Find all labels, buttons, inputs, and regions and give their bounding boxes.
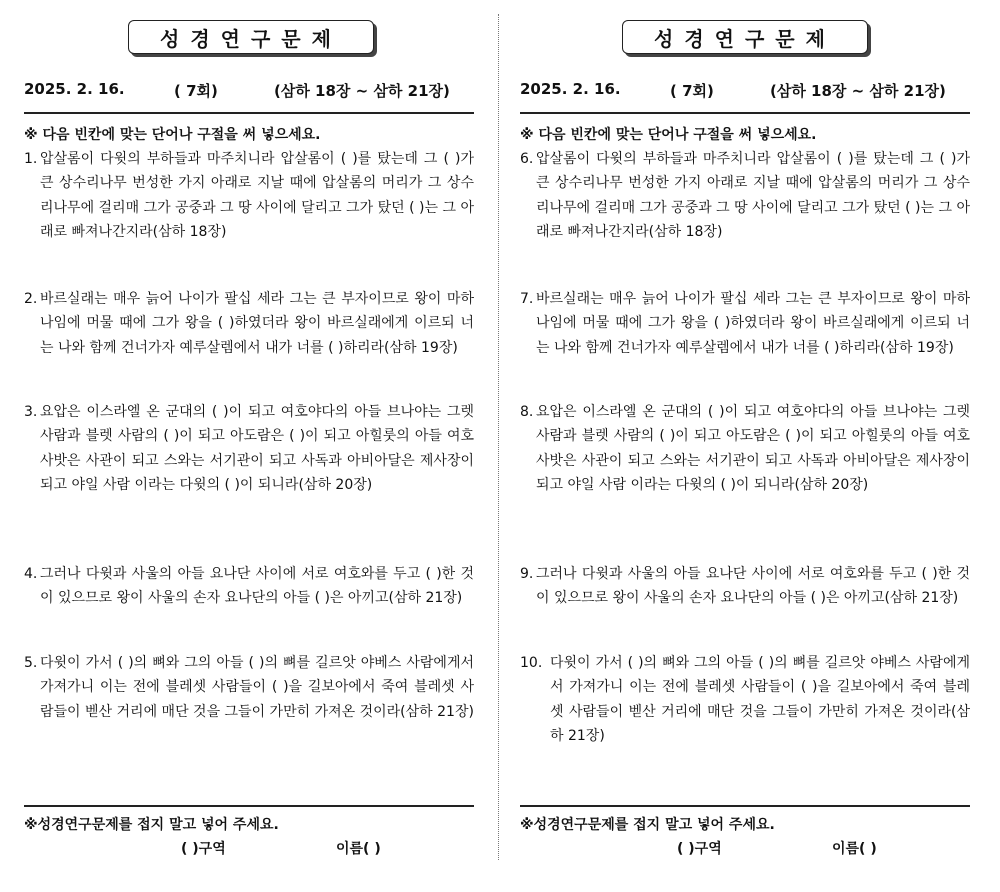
worksheet-title: 성경연구문제 [622, 20, 868, 54]
header-date: 2025. 2. 16. [520, 80, 621, 98]
district-field[interactable]: ( )구역 [677, 841, 722, 857]
header-range: (삼하 18장 ~ 삼하 21장) [770, 82, 946, 100]
question [24, 147, 474, 245]
question-text: 요압은 이스라엘 온 군대의 ( )이 되고 여호야다의 아들 브나야는 그렛 사람과 블렛 사람의 ( )이 되고 아도람은 ( )이 되고 아힐룻의 아들 여호사밧은 사관이 되고 스와는 서기관이 되고 사독과 아비아달은 제사장이 되고 야일 사람 이라는 다윗의 ( )이 되니라(삼하 20장) [40, 404, 474, 494]
question [24, 400, 474, 498]
question-number: 9. [520, 566, 534, 582]
question [520, 400, 970, 498]
worksheet-right [520, 0, 970, 892]
question-number: 7. [520, 291, 534, 307]
question [24, 287, 474, 360]
question-text: 압살롬이 다윗의 부하들과 마주치니라 압살롬이 ( )를 탔는데 그 ( )가 큰 상수리나무 번성한 가지 아래로 지날 때에 압살롬의 머리가 그 상수리나무에 걸리매 그가 공중과 그 땅 사이에 달리고 그가 탔던 ( )는 그 아래로 빠져나간지라(삼하 18장) [40, 151, 474, 241]
header-rule [520, 112, 970, 114]
header-round: ( 7회) [670, 82, 714, 100]
footer-rule [24, 805, 474, 807]
question [520, 651, 970, 749]
question-number: 8. [520, 404, 534, 420]
question-text: 다윗이 가서 ( )의 뼈와 그의 아들 ( )의 뼈를 길르앗 야베스 사람에게서 가져가니 이는 전에 블레셋 사람들이 ( )을 길보아에서 죽여 블레셋 사람들이 벧산 거리에 매단 것을 그들이 가만히 가져온 것이라(삼하 21장) [40, 655, 474, 720]
question-text: 압살롬이 다윗의 부하들과 마주치니라 압살롬이 ( )를 탔는데 그 ( )가 큰 상수리나무 번성한 가지 아래로 지날 때에 압살롬의 머리가 그 상수리나무에 걸리매 그가 공중과 그 땅 사이에 달리고 그가 탔던 ( )는 그 아래로 빠져나간지라(삼하 18장) [536, 151, 970, 241]
question-number: 10. [520, 655, 543, 671]
question-number: 2. [24, 291, 38, 307]
question [520, 147, 970, 245]
question [24, 562, 474, 611]
footer-note: ※성경연구문제를 접지 말고 넣어 주세요. [520, 817, 775, 833]
question-text: 다윗이 가서 ( )의 뼈와 그의 아들 ( )의 뼈를 길르앗 야베스 사람에게서 가져가니 이는 전에 블레셋 사람들이 ( )을 길보아에서 죽여 블레셋 사람들이 벧산 거리에 매단 것을 그들이 가만히 가져온 것이라(삼하 21장) [550, 655, 970, 745]
instruction: ※ 다음 빈칸에 맞는 단어나 구절을 써 넣으세요. [24, 127, 321, 143]
district-field[interactable]: ( )구역 [181, 841, 226, 857]
question-number: 1. [24, 151, 38, 167]
page-divider [498, 14, 499, 860]
header-rule [24, 112, 474, 114]
question-number: 3. [24, 404, 38, 420]
question [520, 562, 970, 611]
question-number: 5. [24, 655, 38, 671]
question-text: 그러나 다윗과 사울의 아들 요나단 사이에 서로 여호와를 두고 ( )한 것이 있으므로 왕이 사울의 손자 요나단의 아들 ( )은 아끼고(삼하 21장) [40, 566, 474, 607]
worksheet-title: 성경연구문제 [128, 20, 374, 54]
name-field[interactable]: 이름( ) [832, 841, 877, 857]
header-round: ( 7회) [174, 82, 218, 100]
question-text: 요압은 이스라엘 온 군대의 ( )이 되고 여호야다의 아들 브나야는 그렛 사람과 블렛 사람의 ( )이 되고 아도람은 ( )이 되고 아힐룻의 아들 여호사밧은 사관이 되고 스와는 서기관이 되고 사독과 아비아달은 제사장이 되고 야일 사람 이라는 다윗의 ( )이 되니라(삼하 20장) [536, 404, 970, 494]
question [24, 651, 474, 724]
instruction: ※ 다음 빈칸에 맞는 단어나 구절을 써 넣으세요. [520, 127, 817, 143]
footer-rule [520, 805, 970, 807]
header-date: 2025. 2. 16. [24, 80, 125, 98]
question-text: 바르실래는 매우 늙어 나이가 팔십 세라 그는 큰 부자이므로 왕이 마하나임에 머물 때에 그가 왕을 ( )하였더라 왕이 바르실래에게 이르되 너는 나와 함께 건너가자 예루살렘에서 내가 너를 ( )하리라(삼하 19장) [40, 291, 474, 356]
question-text: 그러나 다윗과 사울의 아들 요나단 사이에 서로 여호와를 두고 ( )한 것이 있으므로 왕이 사울의 손자 요나단의 아들 ( )은 아끼고(삼하 21장) [536, 566, 970, 607]
worksheet-left [24, 0, 474, 892]
worksheet-header [24, 80, 474, 100]
question [520, 287, 970, 360]
name-field[interactable]: 이름( ) [336, 841, 381, 857]
worksheet-header [520, 80, 970, 100]
header-range: (삼하 18장 ~ 삼하 21장) [274, 82, 450, 100]
question-number: 6. [520, 151, 534, 167]
footer-note: ※성경연구문제를 접지 말고 넣어 주세요. [24, 817, 279, 833]
question-text: 바르실래는 매우 늙어 나이가 팔십 세라 그는 큰 부자이므로 왕이 마하나임에 머물 때에 그가 왕을 ( )하였더라 왕이 바르실래에게 이르되 너는 나와 함께 건너가자 예루살렘에서 내가 너를 ( )하리라(삼하 19장) [536, 291, 970, 356]
footer-fields [520, 838, 970, 860]
footer-fields [24, 838, 474, 860]
question-number: 4. [24, 566, 38, 582]
